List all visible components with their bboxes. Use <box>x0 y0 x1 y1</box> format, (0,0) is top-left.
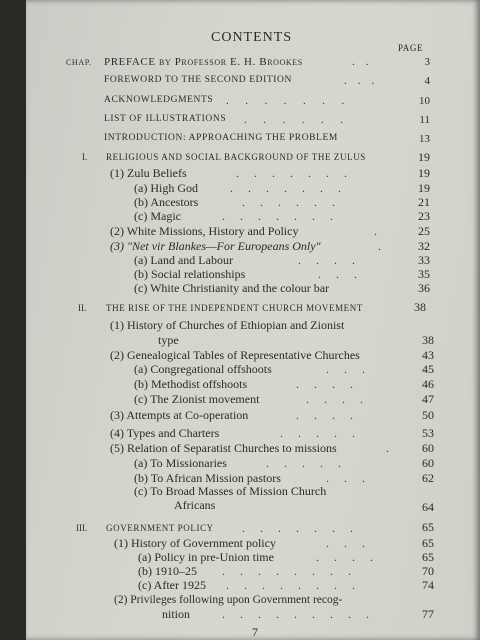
toc-subentry: (c) White Christianity and the colour bar <box>134 281 330 295</box>
toc-entry: (1) Zulu Beliefs <box>110 166 187 180</box>
toc-subentry: (a) Congregational offshoots <box>134 362 272 376</box>
toc-page-number: 23 <box>418 209 430 223</box>
toc-page-number: 60 <box>422 441 434 455</box>
chap-column-label: CHAP. <box>66 58 92 67</box>
page-folio: 7 <box>252 625 258 639</box>
toc-leader-dots: . . . <box>318 267 357 281</box>
toc-subentry: (b) Social relationships <box>134 267 246 281</box>
toc-front-title: FOREWORD TO THE SECOND EDITION <box>104 75 292 85</box>
toc-entry: (2) Privileges following upon Government recog- <box>114 594 343 606</box>
contents-heading: CONTENTS <box>211 30 293 45</box>
toc-entry: (1) History of Government policy <box>114 536 276 550</box>
toc-page-number: 19 <box>418 181 430 195</box>
toc-entry: (3) "Net vir Blankes—For Europeans Only" <box>110 239 321 253</box>
toc-subentry: (a) High God <box>134 181 198 195</box>
toc-page-number: 62 <box>422 471 434 485</box>
toc-page-number: 43 <box>422 348 434 362</box>
toc-subentry: (a) Policy in pre-Union time <box>138 550 274 564</box>
toc-page-number: 47 <box>422 392 434 406</box>
toc-leader-dots: . . . . . <box>280 426 355 440</box>
toc-subentry: (c) Magic <box>134 209 181 223</box>
toc-leader-dots: . . . . . . <box>242 195 335 209</box>
toc-page-number: 46 <box>422 377 434 391</box>
chapter-title: THE RISE OF THE INDEPENDENT CHURCH MOVEMENT <box>106 303 363 313</box>
toc-entry: (2) White Missions, History and Policy <box>110 224 299 238</box>
book-page <box>26 0 480 640</box>
chapter-number: II. <box>78 303 87 313</box>
toc-leader-dots: . <box>374 224 377 238</box>
toc-entry: (5) Relation of Separatist Churches to missions <box>110 441 337 455</box>
toc-entry: (3) Attempts at Co-operation <box>110 408 249 422</box>
toc-page-number: 13 <box>419 133 430 145</box>
toc-page-number: 33 <box>418 253 430 267</box>
toc-leader-dots: . . . . . . . <box>226 95 345 107</box>
toc-leader-dots: . . . . . . <box>244 114 343 126</box>
toc-subentry: (a) To Missionaries <box>134 456 227 470</box>
toc-leader-dots: . . . . . . . <box>222 209 333 223</box>
toc-leader-dots: . . . . . . . <box>236 166 347 180</box>
toc-subentry: (c) After 1925 <box>138 578 206 592</box>
toc-leader-dots: . . . . . . . <box>236 521 353 535</box>
toc-entry-continuation: Africans <box>174 498 216 512</box>
toc-page-number: 19 <box>418 166 430 180</box>
toc-page-number: 11 <box>419 114 430 126</box>
chapter-title: GOVERNMENT POLICY <box>106 523 214 533</box>
toc-leader-dots: . . . <box>326 536 365 550</box>
toc-page-number: 19 <box>418 150 430 164</box>
toc-page-number: 36 <box>418 281 430 295</box>
toc-leader-dots: . . . . . . . <box>230 181 341 195</box>
toc-page-number: 21 <box>418 195 430 209</box>
chapter-title: RELIGIOUS AND SOCIAL BACKGROUND OF THE ZULUS <box>106 152 366 162</box>
toc-subentry: (c) To Broad Masses of Mission Church <box>134 484 327 498</box>
toc-page-number: 77 <box>422 607 434 621</box>
toc-leader-dots: . . . . <box>298 253 355 267</box>
toc-page-number: 45 <box>422 362 434 376</box>
toc-subentry: (b) To African Mission pastors <box>134 471 281 485</box>
toc-leader-dots: . . . . <box>296 377 353 391</box>
toc-subentry: (b) Methodist offshoots <box>134 377 248 391</box>
toc-page-number: 65 <box>422 550 434 564</box>
toc-subentry: (a) Land and Labour <box>134 253 233 267</box>
toc-front-title: PREFACE by Professor E. H. Brookes <box>104 56 303 68</box>
toc-entry-continuation: type <box>158 333 179 347</box>
toc-entry: (4) Types and Charters <box>110 426 220 440</box>
toc-leader-dots: . <box>378 239 381 253</box>
toc-page-number: 35 <box>418 267 430 281</box>
toc-page-number: 38 <box>422 333 434 347</box>
toc-subentry: (b) Ancestors <box>134 195 199 209</box>
toc-page-number: 32 <box>418 239 430 253</box>
toc-front-title: LIST OF ILLUSTRATIONS <box>104 114 227 124</box>
toc-entry-continuation: nition <box>162 607 191 621</box>
toc-page-number: 70 <box>422 564 434 578</box>
toc-entry: (2) Genealogical Tables of Representative Churches <box>110 348 360 362</box>
toc-leader-dots: . . . . . . . . . <box>222 607 369 621</box>
toc-page-number: 74 <box>422 578 434 592</box>
toc-page-number: 65 <box>422 520 434 534</box>
toc-page-number: 38 <box>414 300 426 314</box>
toc-leader-dots: . . . . <box>306 392 363 406</box>
toc-page-number: 3 <box>424 56 430 68</box>
toc-leader-dots: . <box>386 441 389 455</box>
toc-subentry: (c) The Zionist movement <box>134 392 260 406</box>
toc-page-number: 25 <box>418 224 430 238</box>
toc-leader-dots: . . . . <box>316 550 373 564</box>
toc-page-number: 53 <box>422 426 434 440</box>
toc-leader-dots: . . . . . . . . <box>222 564 351 578</box>
toc-leader-dots: . . . <box>326 471 365 485</box>
chapter-number: III. <box>76 523 88 533</box>
page-column-label: PAGE <box>398 43 424 53</box>
toc-front-title: INTRODUCTION: APPROACHING THE PROBLEM <box>104 133 338 143</box>
toc-entry: (1) History of Churches of Ethiopian and Zionist <box>110 318 345 332</box>
toc-page-number: 60 <box>422 456 434 470</box>
toc-leader-dots: . . . <box>344 75 375 87</box>
toc-page-number: 65 <box>422 536 434 550</box>
toc-page-number: 50 <box>422 408 434 422</box>
toc-leader-dots: . . . . . . . . <box>226 578 355 592</box>
toc-page-number: 10 <box>419 95 430 107</box>
toc-front-title: ACKNOWLEDGMENTS <box>104 95 214 105</box>
toc-page-number: 4 <box>424 75 430 87</box>
toc-subentry: (b) 1910–25 <box>138 564 197 578</box>
toc-leader-dots: . . . <box>326 362 365 376</box>
toc-leader-dots: . . <box>352 56 369 68</box>
toc-leader-dots: . . . . <box>296 408 353 422</box>
chapter-number: I. <box>82 152 88 162</box>
toc-page-number: 64 <box>422 500 434 514</box>
toc-leader-dots: . . . . . <box>266 456 341 470</box>
